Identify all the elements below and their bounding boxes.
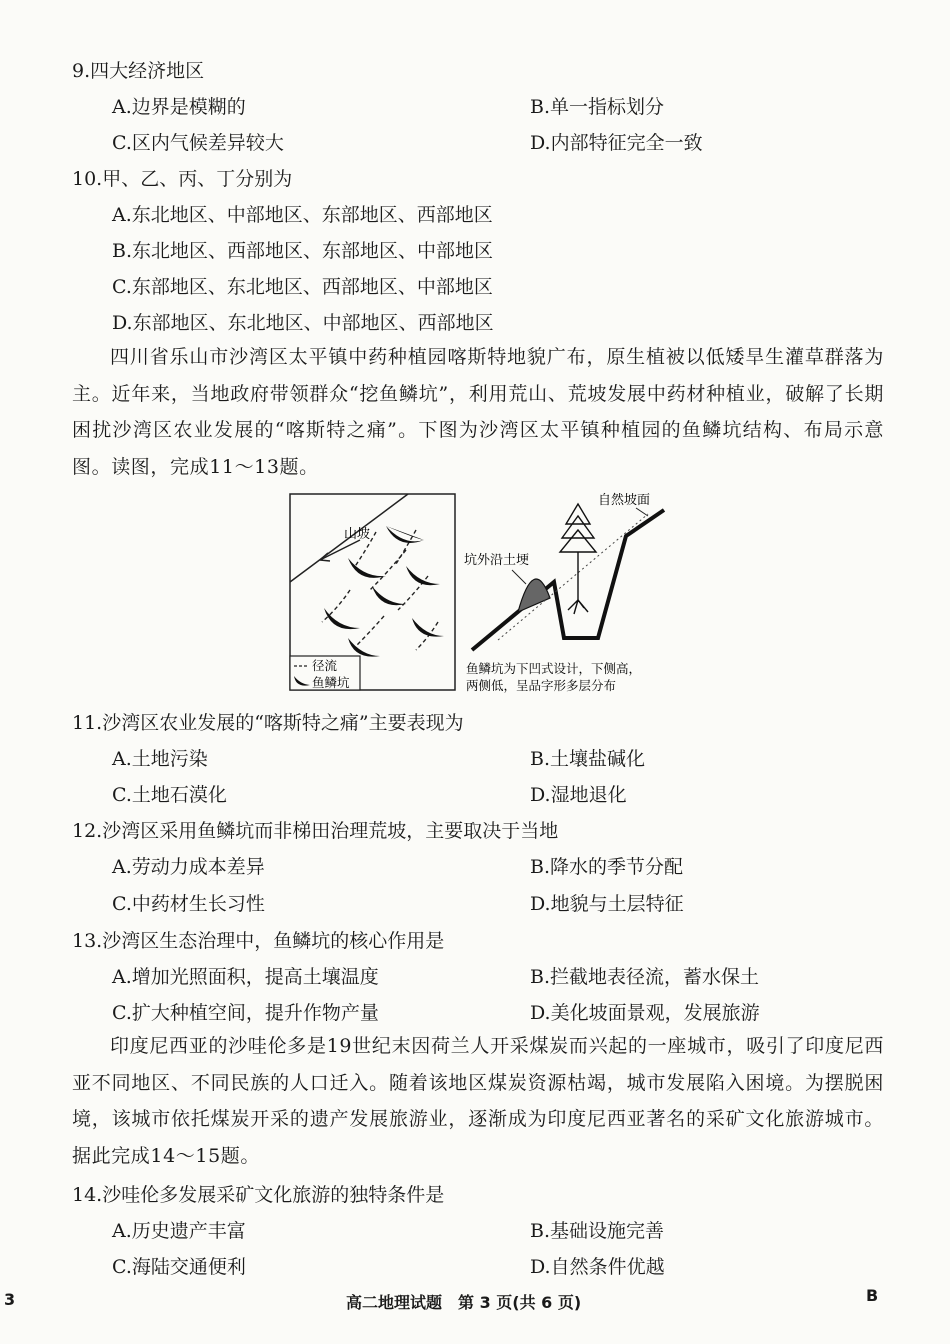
fish-scale-pit-figure bbox=[288, 490, 678, 695]
passage-karst: 四川省乐山市沙湾区太平镇中药种植园喀斯特地貌广布，原生植被以低矮旱生灌草群落为主。近年来，当地政府带领群众“挖鱼鳞坑”，利用荒山、荒坡发展中药材种植业，破解了长期困扰沙湾区农业发展的“喀斯特之痛”。下图为沙湾区太平镇种植园的鱼鳞坑结构、布局示意图。读图，完成11～13题。 bbox=[72, 346, 884, 478]
runoff-line bbox=[356, 616, 384, 646]
legend-runoff-label: 径流 bbox=[312, 658, 338, 673]
pit-crescents bbox=[324, 526, 444, 657]
natural-slope-pointer bbox=[636, 508, 648, 516]
q12-option-d: D.地貌与土层特征 bbox=[530, 893, 684, 915]
q12-option-a: A.劳动力成本差异 bbox=[112, 856, 265, 878]
pit-crescent bbox=[386, 526, 424, 543]
q14-stem: 14.沙哇伦多发展采矿文化旅游的独特条件是 bbox=[72, 1184, 445, 1206]
q11-option-b: B.土壤盐碱化 bbox=[530, 748, 646, 770]
tree-icon bbox=[560, 504, 596, 614]
footer-version-mark: B bbox=[866, 1286, 879, 1305]
q13-stem: 13.沙湾区生态治理中，鱼鳞坑的核心作用是 bbox=[72, 930, 445, 952]
q13-option-c: C.扩大种植空间，提升作物产量 bbox=[112, 1002, 379, 1024]
q9-option-d: D.内部特征完全一致 bbox=[530, 132, 703, 154]
pit-profile bbox=[472, 510, 664, 650]
q10-option-c: C.东部地区、东北地区、西部地区、中部地区 bbox=[112, 276, 493, 298]
q11-option-a: A.土地污染 bbox=[112, 748, 208, 770]
q10-stem: 10.甲、乙、丙、丁分别为 bbox=[72, 168, 293, 190]
q13-option-b: B.拦截地表径流，蓄水保土 bbox=[530, 966, 760, 988]
figure-svg bbox=[288, 490, 678, 695]
runoff-lines bbox=[322, 530, 438, 650]
soil-ridge bbox=[518, 579, 550, 612]
q9-option-b: B.单一指标划分 bbox=[530, 96, 665, 118]
pit-crescent bbox=[412, 618, 444, 637]
q14-option-a: A.历史遗产丰富 bbox=[112, 1220, 246, 1242]
passage-sawahlunto: 印度尼西亚的沙哇伦多是19世纪末因荷兰人开采煤炭而兴起的一座城市，吸引了印度尼西亚不同地区、不同民族的人口迁入。随着该地区煤炭资源枯竭，城市发展陷入困境。为摆脱困境，该城市依托煤炭开采的遗产发展旅游业，逐渐成为印度尼西亚著名的采矿文化旅游城市。据此完成14～15题。 bbox=[72, 1035, 884, 1167]
slope-arrow bbox=[320, 540, 360, 560]
q14-option-b: B.基础设施完善 bbox=[530, 1220, 665, 1242]
runoff-line bbox=[322, 590, 350, 622]
q9-option-a: A.边界是模糊的 bbox=[112, 96, 246, 118]
slope-label: 山坡 bbox=[344, 527, 371, 542]
ridge-label: 坑外沿土埂 bbox=[464, 553, 530, 568]
figure-caption-line1: 鱼鳞坑为下凹式设计，下侧高， bbox=[466, 661, 642, 676]
q14-option-d: D.自然条件优越 bbox=[530, 1256, 665, 1278]
pit-crescent bbox=[348, 638, 380, 657]
footer-left-mark: 3 bbox=[4, 1290, 16, 1309]
pit-crescent bbox=[406, 566, 440, 585]
pit-crescent bbox=[348, 558, 386, 578]
runoff-line bbox=[396, 530, 416, 564]
q11-stem: 11.沙湾区农业发展的“喀斯特之痛”主要表现为 bbox=[72, 712, 464, 734]
q9-stem: 9.四大经济地区 bbox=[72, 60, 205, 82]
q12-option-c: C.中药材生长习性 bbox=[112, 893, 265, 915]
figure-caption-line2: 两侧低，呈品字形多层分布 bbox=[466, 678, 617, 693]
q13-option-a: A.增加光照面积，提高土壤温度 bbox=[112, 966, 379, 988]
original-slope-line bbox=[498, 514, 648, 640]
ridge-pointer bbox=[512, 570, 526, 584]
q11-option-c: C.土地石漠化 bbox=[112, 784, 227, 806]
pit-crescent bbox=[324, 608, 360, 629]
footer-page-info: 高二地理试题 第 3 页(共 6 页) bbox=[346, 1293, 582, 1312]
q11-option-d: D.湿地退化 bbox=[530, 784, 627, 806]
q9-option-c: C.区内气候差异较大 bbox=[112, 132, 284, 154]
q14-option-c: C.海陆交通便利 bbox=[112, 1256, 246, 1278]
pit-crescent bbox=[372, 586, 406, 605]
q10-option-a: A.东北地区、中部地区、东部地区、西部地区 bbox=[112, 204, 493, 226]
q10-option-d: D.东部地区、东北地区、中部地区、西部地区 bbox=[112, 312, 494, 334]
legend-pit-label: 鱼鳞坑 bbox=[312, 675, 350, 690]
q12-option-b: B.降水的季节分配 bbox=[530, 856, 684, 878]
natural-slope-label: 自然坡面 bbox=[598, 493, 651, 508]
q13-option-d: D.美化坡面景观，发展旅游 bbox=[530, 1002, 760, 1024]
q10-option-b: B.东北地区、西部地区、东部地区、中部地区 bbox=[112, 240, 494, 262]
q12-stem: 12.沙湾区采用鱼鳞坑而非梯田治理荒坡，主要取决于当地 bbox=[72, 820, 559, 842]
